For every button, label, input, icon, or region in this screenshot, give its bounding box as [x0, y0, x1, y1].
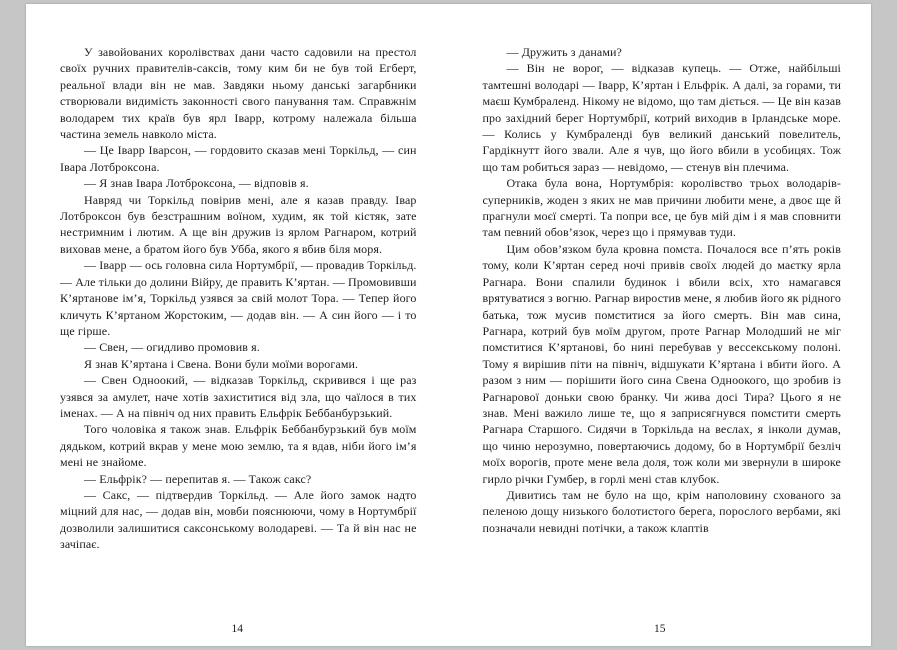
paragraph: — Він не ворог, — відказав купець. — Отже, найбільші тамтешні володарі — Іварр, К’яртан і Ельфрік. А далі, за горами, ти маєш Кумбраленд. Нікому не відомо, що там діється. — Це він казав про західний берег Нортумбрії, котрий виходив в Ірландське море. — Колись у Кумбраленді був великий данський повелитель, Гардікнутт його звали. Але я чув, що його вбили в усобицях. Тож що там робиться зараз — невідомо, — стенув він плечима. [482, 61, 841, 174]
paragraph: — Свен, — огидливо промовив я. [84, 340, 260, 355]
page-number-right: 15 [654, 623, 666, 635]
paragraph: — Дружить з данами? [506, 45, 622, 59]
paragraph: Того чоловіка я також знав. Ельфрік Беббанбурзький був моїм дядьком, котрий вкрав у мене мою землю, та я вдав, ніби його ім’я мені не знайоме. [60, 422, 417, 470]
paragraph: — Іварр — ось головна сила Нортумбрії, — провадив Торкільд. — Але тільки до долини Війру, де править К’яртан. — Промовивши К’яртанове ім’я, Торкільд узявся за свій молот Тора. — Тепер його кличуть К’яртаном Жорстоким, — додав він. — А син його — і то ще гірше. [60, 258, 417, 338]
paragraph: — Це Іварр Іварсон, — гордовито сказав мені Торкільд, — син Івара Лотброксона. [60, 143, 417, 174]
paragraph: У завойованих королівствах дани часто садовили на престол своїх ручних правителів-саксів, тому ким би не був той Егберт, реальної влади він не мав. Завдяки ньому данські загарбники створювали видимість законності свого панування там. Справжнім володарем тих країв був ярл Іварр, котрому належала більша частина земель навколо міста. [60, 45, 417, 142]
paragraph: Цим обов’язком була кровна помста. Почалося все п’ять років тому, коли К’яртан серед ночі привів своїх людей до маєтку ярла Рагнара. Вони спалили будинок і вбили всіх, хто намагався врятуватися з вогню. Рагнар виростив мене, я любив його як рідного батька, тож мусив помститися за його смерть. Він мав сина, Рагнара, котрий був моїм другом, проте Рагнар Молодший не міг помститися К’яртанові, бо нині перебував у вессекському полоні. Тому я вирішив піти на північ, відшукати К’яртана і вбити його. А разом з ним — порішити його сина Свена Одноокого, що зробив із Рагнарової доньки свою бранку. Чи жива досі Тира? Цього я не знав. Мені важило лише те, що я заприсягнувся помстити смерть Рагнара Старшого. Сидячи в Торкільда на веслах, я інколи думав, що чиню нерозумно, повертаючись додому, бо в Нортумбрії безліч моїх ворогів, проте мене вела доля, тож коли ми звернули в широке гирло річки Гумбер, в горлі мені став клубок. [482, 241, 841, 486]
paragraph: Отака була вона, Нортумбрія: королівство трьох володарів-суперників, жоден з яких не мав причини любити мене, а двоє ще й прагнули моєї смерті. Та попри все, це був мій дім і я мав сповнити там певний обов’язок, через що і прямував туди. [482, 176, 841, 240]
page-number-left: 14 [231, 623, 243, 635]
paragraph: — Ельфрік? — перепитав я. — Також сакс? [84, 471, 312, 486]
page-right-text [483, 44, 842, 536]
page-left [26, 4, 449, 646]
paragraph: — Свен Одноокий, — відказав Торкільд, скривився і ще раз узявся за амулет, наче хотів захиститися від зла, що чаїлося в тих іменах. — А на північ од них править Ельфрік Беббанбурзький. [60, 373, 417, 420]
page-left-text [60, 44, 417, 553]
paragraph: Навряд чи Торкільд повірив мені, але я казав правду. Івар Лотброксон був безстрашним воїном, худим, як той кістяк, зате нестримним і лютим. А ще він дружив із ярлом Рагнаром, котрий виховав мене, а братом його був Убба, якого я вбив біля моря. [60, 192, 417, 256]
paragraph: — Я знав Івара Лотброксона, — відповів я. [84, 176, 309, 191]
book-spread [26, 4, 871, 646]
paragraph: Я знав К’яртана і Свена. Вони були моїми ворогами. [84, 356, 359, 371]
paragraph: — Сакс, — підтвердив Торкільд. — Але його замок надто міцний для нас, — додав він, мовби пояснюючи, чому в Нортумбрії дозволили залишитися саксонському володареві. — Та й він нас не зачіпає. [60, 487, 417, 552]
paragraph: Дивитись там не було на що, крім наполовину схованого за пеленою дощу низького болотистого берега, порослого вербами, які позначали невидні потічки, а також клаптів [482, 487, 841, 535]
page-right [449, 4, 872, 646]
